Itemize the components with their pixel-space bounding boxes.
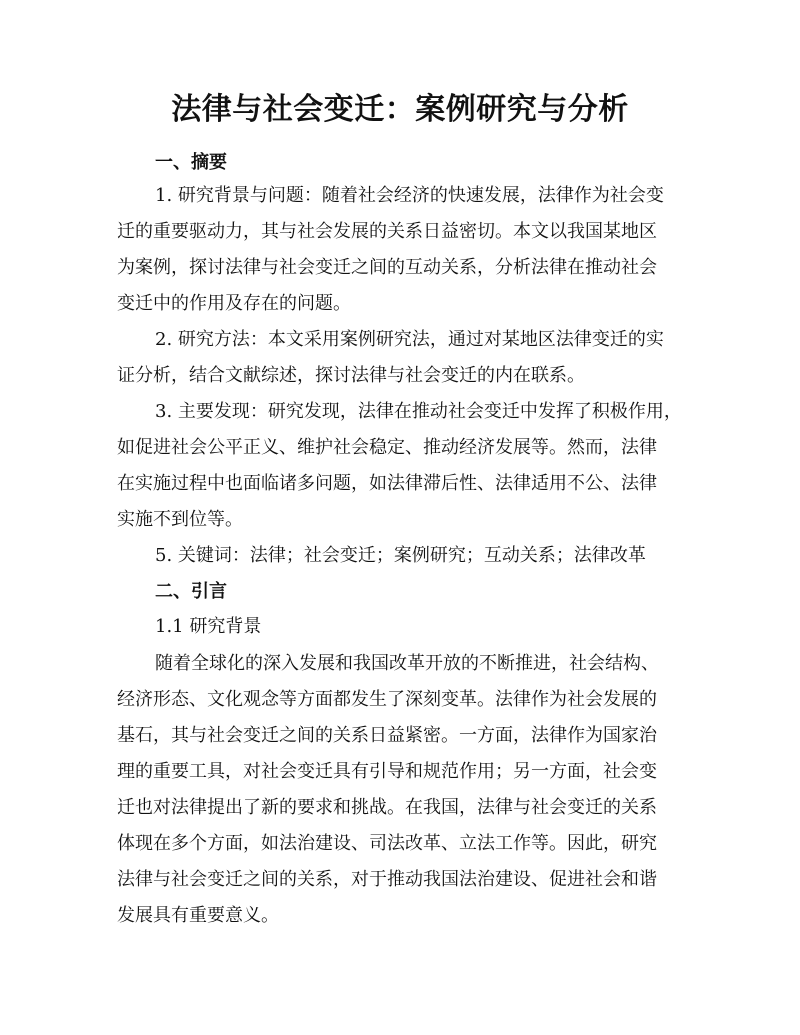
text-line: 理的重要工具，对社会变迁具有引导和规范作用；另一方面，社会变 [117, 761, 657, 782]
text-line: 基石，其与社会变迁之间的关系日益紧密。一方面，法律作为国家治 [117, 725, 657, 746]
abstract-item-3 [117, 394, 687, 538]
abstract-item-2 [117, 322, 687, 394]
introduction-paragraph [117, 646, 687, 934]
text-line: 迁的重要驱动力，其与社会发展的关系日益密切。本文以我国某地区 [117, 221, 657, 242]
text-line: 迁也对法律提出了新的要求和挑战。在我国，法律与社会变迁的关系 [117, 797, 657, 818]
abstract-item-1 [117, 178, 687, 322]
text-line: 在实施过程中也面临诸多问题，如法律滞后性、法律适用不公、法律 [117, 473, 657, 494]
document-title: 法律与社会变迁：案例研究与分析 [171, 92, 629, 127]
text-line: 发展具有重要意义。 [117, 905, 279, 926]
section-heading-introduction: 二、引言 [155, 581, 227, 602]
text-line: 1. 研究背景与问题：随着社会经济的快速发展，法律作为社会变 [155, 185, 664, 206]
text-line: 法律与社会变迁之间的关系，对于推动我国法治建设、促进社会和谐 [117, 869, 657, 890]
text-line: 随着全球化的深入发展和我国改革开放的不断推进，社会结构、 [155, 653, 659, 674]
text-line: 2. 研究方法：本文采用案例研究法，通过对某地区法律变迁的实 [155, 329, 664, 350]
section-heading-abstract: 一、摘要 [155, 152, 227, 173]
abstract-item-keywords [117, 538, 687, 574]
text-line: 5. 关键词：法律；社会变迁；案例研究；互动关系；法律改革 [155, 545, 646, 566]
text-line: 实施不到位等。 [117, 509, 243, 530]
text-line: 体现在多个方面，如法治建设、司法改革、立法工作等。因此，研究 [117, 833, 657, 854]
subsection-heading-background: 1.1 研究背景 [155, 616, 262, 637]
text-line: 证分析，结合文献综述，探讨法律与社会变迁的内在联系。 [117, 365, 585, 386]
text-line: 变迁中的作用及存在的问题。 [117, 293, 351, 314]
text-line: 经济形态、文化观念等方面都发生了深刻变革。法律作为社会发展的 [117, 689, 657, 710]
text-line: 3. 主要发现：研究发现，法律在推动社会变迁中发挥了积极作用， [155, 401, 682, 422]
text-line: 为案例，探讨法律与社会变迁之间的互动关系，分析法律在推动社会 [117, 257, 657, 278]
text-line: 如促进社会公平正义、维护社会稳定、推动经济发展等。然而，法律 [117, 437, 657, 458]
